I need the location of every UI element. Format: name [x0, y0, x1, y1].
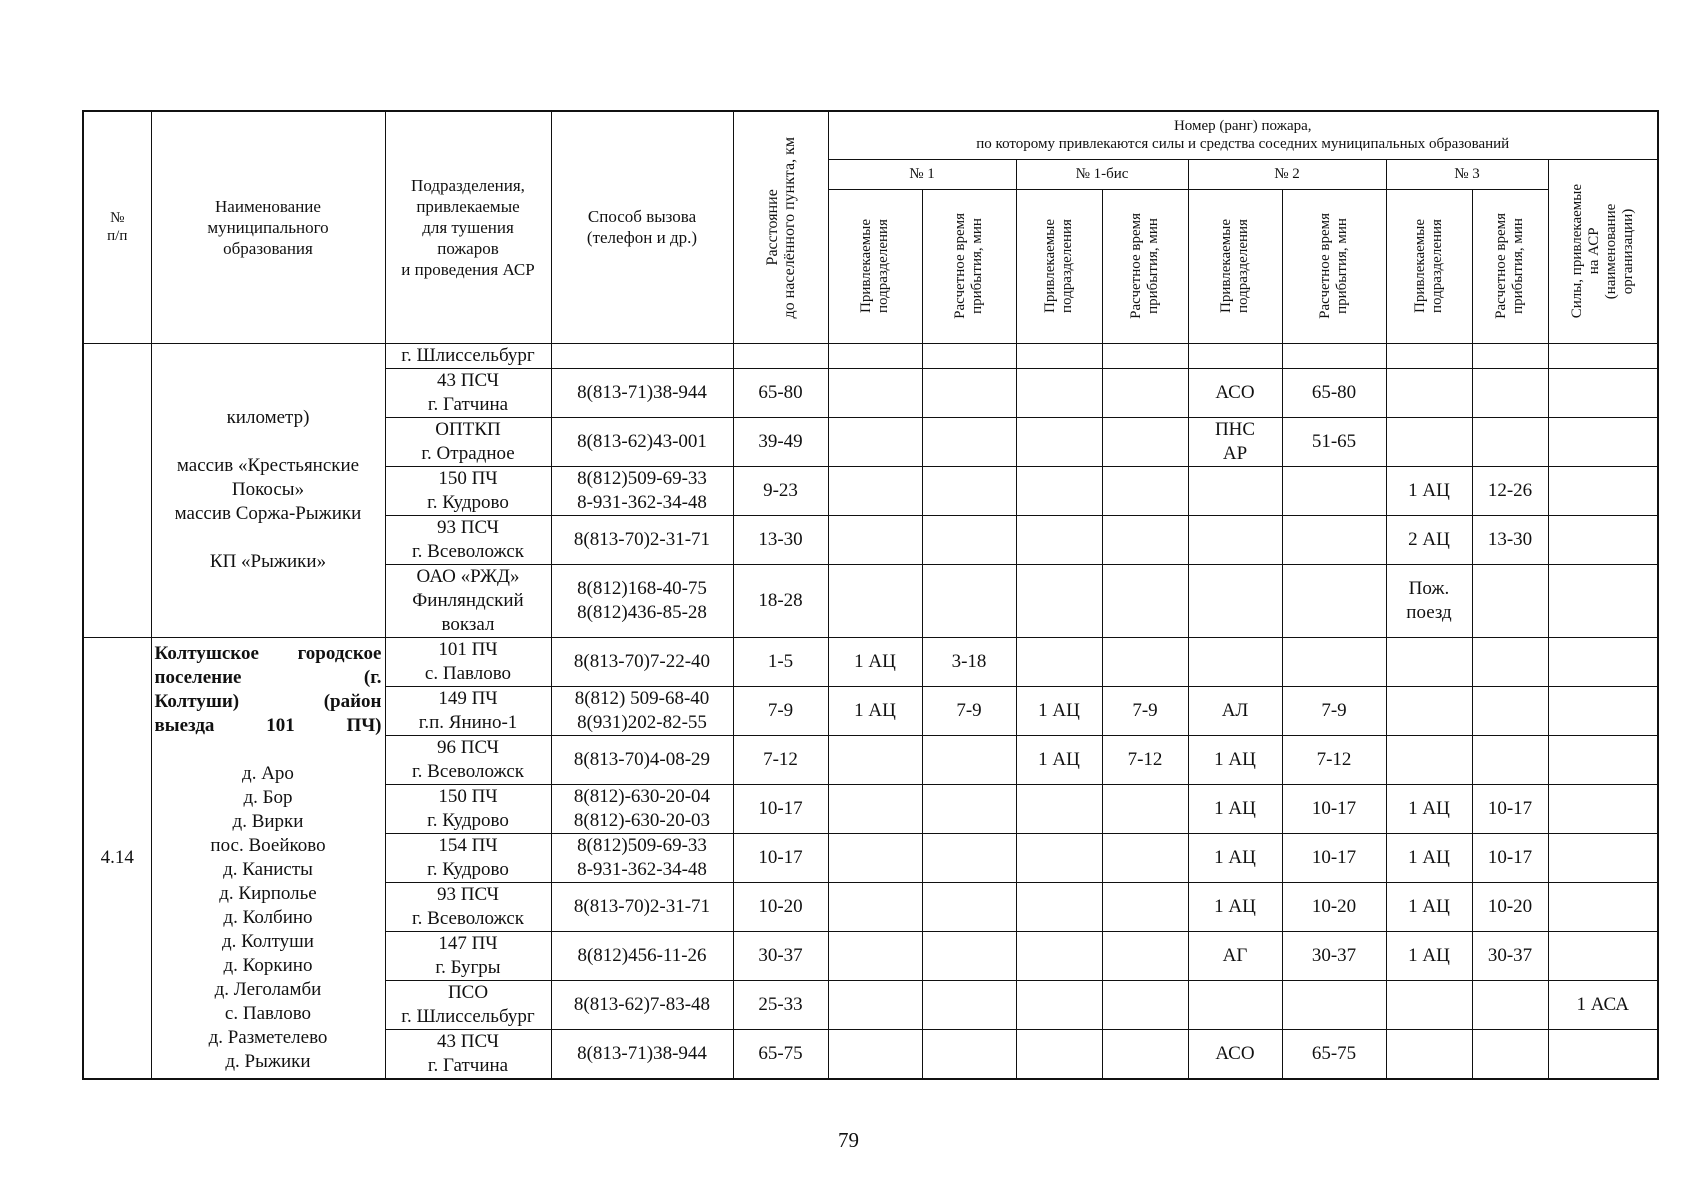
header-r3-units: Привлекаемые подразделения — [1386, 189, 1472, 343]
distance-cell: 25-33 — [733, 980, 828, 1029]
rank1-units-cell — [828, 931, 922, 980]
rank2-units-cell — [1188, 343, 1282, 368]
rank2-units-cell: АСО — [1188, 368, 1282, 417]
rank1bis-time-cell — [1102, 417, 1188, 466]
municipality-line: массив Соржа-Рыжики — [174, 503, 362, 524]
rank1bis-units-cell — [1016, 564, 1102, 637]
header-call-method: Способ вызова (телефон и др.) — [551, 111, 733, 343]
phone-cell: 8(813-70)7-22-40 — [551, 637, 733, 686]
asr-cell — [1548, 637, 1658, 686]
rank1bis-time-cell — [1102, 564, 1188, 637]
rank2-time-cell: 51-65 — [1282, 417, 1386, 466]
header-r1-time: Расчетное время прибытия, мин — [922, 189, 1016, 343]
rank3-units-cell: 1 АЦ — [1386, 931, 1472, 980]
distance-cell: 65-75 — [733, 1029, 828, 1079]
settlement-name: д. Канисты — [223, 858, 313, 880]
rank1-time-cell — [922, 980, 1016, 1029]
rank1-time-cell: 7-9 — [922, 686, 1016, 735]
rank2-units-cell — [1188, 515, 1282, 564]
unit-cell: 149 ПЧ г.п. Янино-1 — [385, 686, 551, 735]
rank1-time-cell — [922, 735, 1016, 784]
header-distance: Расстояние до населённого пункта, км — [733, 111, 828, 343]
rank3-time-cell — [1472, 686, 1548, 735]
municipality-line: километр) — [226, 407, 310, 428]
phone-cell: 8(813-70)2-31-71 — [551, 515, 733, 564]
header-r1b-time: Расчетное время прибытия, мин — [1102, 189, 1188, 343]
settlement-name: д. Коркино — [223, 954, 313, 976]
rank3-time-cell — [1472, 1029, 1548, 1079]
header-r3-time: Расчетное время прибытия, мин — [1472, 189, 1548, 343]
rank1bis-time-cell: 7-9 — [1102, 686, 1188, 735]
rank1bis-units-cell — [1016, 1029, 1102, 1079]
rank2-time-cell — [1282, 564, 1386, 637]
rank3-units-cell — [1386, 1029, 1472, 1079]
rank2-time-cell: 7-12 — [1282, 735, 1386, 784]
rank1bis-units-cell — [1016, 515, 1102, 564]
rank1-time-cell — [922, 368, 1016, 417]
distance-cell: 39-49 — [733, 417, 828, 466]
rank2-units-cell — [1188, 564, 1282, 637]
rank1-units-cell — [828, 343, 922, 368]
document-table-container — [82, 110, 1657, 1080]
phone-cell: 8(813-70)2-31-71 — [551, 882, 733, 931]
rank1-units-cell — [828, 784, 922, 833]
rank2-units-cell: 1 АЦ — [1188, 882, 1282, 931]
rank2-units-cell — [1188, 637, 1282, 686]
rank1bis-units-cell — [1016, 417, 1102, 466]
rank2-time-cell — [1282, 637, 1386, 686]
row-number-cell — [83, 343, 151, 637]
rank1-units-cell — [828, 564, 922, 637]
rank1bis-time-cell — [1102, 637, 1188, 686]
rank3-time-cell: 10-17 — [1472, 833, 1548, 882]
rank1bis-time-cell — [1102, 980, 1188, 1029]
rank3-time-cell — [1472, 417, 1548, 466]
header-mo-name: Наименование муниципального образования — [151, 111, 385, 343]
unit-cell: 150 ПЧ г. Кудрово — [385, 466, 551, 515]
rank1-units-cell — [828, 515, 922, 564]
distance-cell: 65-80 — [733, 368, 828, 417]
asr-cell — [1548, 784, 1658, 833]
rank1-units-cell — [828, 466, 922, 515]
distance-cell: 10-17 — [733, 833, 828, 882]
spacer — [155, 738, 382, 762]
header-rank-2: № 2 — [1188, 159, 1386, 189]
rank1bis-units-cell: 1 АЦ — [1016, 686, 1102, 735]
rank3-units-cell — [1386, 980, 1472, 1029]
settlement-name: д. Колтуши — [222, 930, 314, 952]
rank1-units-cell — [828, 980, 922, 1029]
header-rank-title: Номер (ранг) пожара, по которому привлекаются силы и средства соседних муниципальных образований — [828, 111, 1658, 159]
unit-cell: ОАО «РЖД» Финляндский вокзал — [385, 564, 551, 637]
unit-cell: 43 ПСЧ г. Гатчина — [385, 368, 551, 417]
rank2-time-cell: 10-20 — [1282, 882, 1386, 931]
asr-cell — [1548, 466, 1658, 515]
header-asr-forces: Силы, привлекаемые на АСР (наименование организации) — [1548, 159, 1658, 343]
distance-cell — [733, 343, 828, 368]
rank1-time-cell — [922, 466, 1016, 515]
rank1bis-units-cell: 1 АЦ — [1016, 735, 1102, 784]
rank3-time-cell: 10-20 — [1472, 882, 1548, 931]
rank3-time-cell — [1472, 564, 1548, 637]
rank3-units-cell: 1 АЦ — [1386, 466, 1472, 515]
rank2-units-cell — [1188, 466, 1282, 515]
asr-cell: 1 АСА — [1548, 980, 1658, 1029]
rank1-units-cell — [828, 882, 922, 931]
rank3-units-cell: 2 АЦ — [1386, 515, 1472, 564]
asr-cell — [1548, 882, 1658, 931]
rank1bis-units-cell — [1016, 833, 1102, 882]
rank3-units-cell — [1386, 735, 1472, 784]
rank1-time-cell — [922, 882, 1016, 931]
municipality-line: массив «Крестьянские — [176, 455, 360, 476]
distance-cell: 9-23 — [733, 466, 828, 515]
header-rank-1bis: № 1-бис — [1016, 159, 1188, 189]
unit-cell: 93 ПСЧ г. Всеволожск — [385, 515, 551, 564]
municipality-title-line: Колтуши) (район — [154, 690, 382, 712]
unit-cell: 93 ПСЧ г. Всеволожск — [385, 882, 551, 931]
phone-cell: 8(813-71)38-944 — [551, 368, 733, 417]
rank1-time-cell — [922, 784, 1016, 833]
unit-cell: ПСО г. Шлиссельбург — [385, 980, 551, 1029]
rank3-time-cell — [1472, 735, 1548, 784]
rank1-units-cell — [828, 735, 922, 784]
settlement-name: д. Вирки — [232, 810, 304, 832]
rank2-units-cell: АЛ — [1188, 686, 1282, 735]
phone-cell: 8(812)509-69-33 8-931-362-34-48 — [551, 466, 733, 515]
rank1bis-units-cell — [1016, 637, 1102, 686]
phone-cell: 8(812)168-40-75 8(812)436-85-28 — [551, 564, 733, 637]
header-r2-units: Привлекаемые подразделения — [1188, 189, 1282, 343]
rank3-units-cell — [1386, 368, 1472, 417]
rank1-time-cell — [922, 564, 1016, 637]
rank1-time-cell — [922, 931, 1016, 980]
header-rank-1: № 1 — [828, 159, 1016, 189]
rank2-time-cell: 10-17 — [1282, 833, 1386, 882]
rank3-units-cell — [1386, 417, 1472, 466]
rank1-time-cell: 3-18 — [922, 637, 1016, 686]
rank1-units-cell — [828, 1029, 922, 1079]
municipality-title-line: поселение (г. — [154, 666, 382, 688]
rank3-units-cell: Пож. поезд — [1386, 564, 1472, 637]
rank1-units-cell — [828, 833, 922, 882]
phone-cell — [551, 343, 733, 368]
asr-cell — [1548, 564, 1658, 637]
rank1bis-time-cell — [1102, 1029, 1188, 1079]
rank2-time-cell: 65-75 — [1282, 1029, 1386, 1079]
asr-cell — [1548, 686, 1658, 735]
rank1bis-units-cell — [1016, 931, 1102, 980]
rank3-units-cell — [1386, 686, 1472, 735]
asr-cell — [1548, 735, 1658, 784]
unit-cell: 43 ПСЧ г. Гатчина — [385, 1029, 551, 1079]
asr-cell — [1548, 343, 1658, 368]
rank2-units-cell: АСО — [1188, 1029, 1282, 1079]
rank3-time-cell: 30-37 — [1472, 931, 1548, 980]
rank1-units-cell: 1 АЦ — [828, 637, 922, 686]
rank2-units-cell — [1188, 980, 1282, 1029]
rank3-time-cell: 13-30 — [1472, 515, 1548, 564]
rank2-units-cell: ПНС АР — [1188, 417, 1282, 466]
settlement-name: д. Кирполье — [219, 882, 317, 904]
rank1-time-cell — [922, 1029, 1016, 1079]
rank2-time-cell: 30-37 — [1282, 931, 1386, 980]
rank1bis-time-cell — [1102, 931, 1188, 980]
rank1bis-units-cell — [1016, 980, 1102, 1029]
municipality-line: КП «Рыжики» — [209, 551, 327, 572]
rank1-time-cell — [922, 833, 1016, 882]
rank1-time-cell — [922, 417, 1016, 466]
municipality-line — [155, 430, 382, 454]
asr-cell — [1548, 931, 1658, 980]
distance-cell: 1-5 — [733, 637, 828, 686]
phone-cell: 8(812)456-11-26 — [551, 931, 733, 980]
rank1-units-cell — [828, 417, 922, 466]
rank3-time-cell — [1472, 637, 1548, 686]
rank3-time-cell — [1472, 980, 1548, 1029]
rank3-time-cell — [1472, 343, 1548, 368]
rank2-units-cell: 1 АЦ — [1188, 833, 1282, 882]
rank3-time-cell — [1472, 368, 1548, 417]
row-number-cell: 4.14 — [83, 637, 151, 1079]
header-rank-3: № 3 — [1386, 159, 1548, 189]
rank3-units-cell: 1 АЦ — [1386, 882, 1472, 931]
rank2-time-cell: 7-9 — [1282, 686, 1386, 735]
rank1bis-units-cell — [1016, 784, 1102, 833]
fire-forces-table — [82, 110, 1659, 1080]
distance-cell: 7-9 — [733, 686, 828, 735]
unit-cell: 150 ПЧ г. Кудрово — [385, 784, 551, 833]
asr-cell — [1548, 417, 1658, 466]
municipality-cell — [151, 343, 385, 637]
municipality-line: Покосы» — [231, 479, 305, 500]
distance-cell: 13-30 — [733, 515, 828, 564]
rank2-units-cell: 1 АЦ — [1188, 735, 1282, 784]
header-r1-units: Привлекаемые подразделения — [828, 189, 922, 343]
settlement-name: д. Рыжики — [225, 1050, 311, 1072]
settlement-name: пос. Воейково — [210, 834, 326, 856]
rank3-time-cell: 10-17 — [1472, 784, 1548, 833]
asr-cell — [1548, 1029, 1658, 1079]
rank1bis-time-cell — [1102, 466, 1188, 515]
unit-cell: 96 ПСЧ г. Всеволожск — [385, 735, 551, 784]
rank1-time-cell — [922, 515, 1016, 564]
rank2-time-cell — [1282, 343, 1386, 368]
rank2-units-cell: 1 АЦ — [1188, 784, 1282, 833]
phone-cell: 8(813-62)43-001 — [551, 417, 733, 466]
asr-cell — [1548, 833, 1658, 882]
unit-cell: 147 ПЧ г. Бугры — [385, 931, 551, 980]
distance-cell: 10-17 — [733, 784, 828, 833]
rank1-units-cell: 1 АЦ — [828, 686, 922, 735]
header-r2-time: Расчетное время прибытия, мин — [1282, 189, 1386, 343]
distance-cell: 30-37 — [733, 931, 828, 980]
rank2-time-cell: 65-80 — [1282, 368, 1386, 417]
rank1bis-units-cell — [1016, 466, 1102, 515]
rank1bis-units-cell — [1016, 343, 1102, 368]
rank1bis-time-cell — [1102, 833, 1188, 882]
rank3-time-cell: 12-26 — [1472, 466, 1548, 515]
rank1bis-time-cell: 7-12 — [1102, 735, 1188, 784]
municipality-title-line: Колтушское городское — [154, 642, 382, 664]
rank3-units-cell — [1386, 343, 1472, 368]
rank1bis-units-cell — [1016, 368, 1102, 417]
settlement-name: д. Разметелево — [208, 1026, 328, 1048]
unit-cell: г. Шлиссельбург — [385, 343, 551, 368]
rank2-time-cell — [1282, 515, 1386, 564]
settlement-name: с. Павлово — [224, 1002, 312, 1024]
settlement-name: д. Леголамби — [214, 978, 322, 1000]
phone-cell: 8(812)509-69-33 8-931-362-34-48 — [551, 833, 733, 882]
unit-cell: 154 ПЧ г. Кудрово — [385, 833, 551, 882]
rank2-time-cell: 10-17 — [1282, 784, 1386, 833]
unit-cell: 101 ПЧ с. Павлово — [385, 637, 551, 686]
header-num: № п/п — [83, 111, 151, 343]
settlement-name: д. Бор — [243, 786, 293, 808]
settlement-name: д. Колбино — [223, 906, 313, 928]
rank1bis-time-cell — [1102, 368, 1188, 417]
unit-cell: ОПТКП г. Отрадное — [385, 417, 551, 466]
rank2-units-cell: АГ — [1188, 931, 1282, 980]
rank1bis-time-cell — [1102, 784, 1188, 833]
table-row — [83, 343, 1658, 368]
rank1bis-time-cell — [1102, 882, 1188, 931]
rank1bis-units-cell — [1016, 882, 1102, 931]
rank2-time-cell — [1282, 980, 1386, 1029]
rank3-units-cell: 1 АЦ — [1386, 833, 1472, 882]
phone-cell: 8(812) 509-68-40 8(931)202-82-55 — [551, 686, 733, 735]
header-units: Подразделения, привлекаемые для тушения пожаров и проведения АСР — [385, 111, 551, 343]
phone-cell: 8(813-62)7-83-48 — [551, 980, 733, 1029]
distance-cell: 10-20 — [733, 882, 828, 931]
asr-cell — [1548, 368, 1658, 417]
rank1-units-cell — [828, 368, 922, 417]
municipality-line — [155, 526, 382, 550]
table-row — [83, 637, 1658, 686]
rank1bis-time-cell — [1102, 515, 1188, 564]
phone-cell: 8(813-70)4-08-29 — [551, 735, 733, 784]
rank3-units-cell — [1386, 637, 1472, 686]
asr-cell — [1548, 515, 1658, 564]
header-r1b-units: Привлекаемые подразделения — [1016, 189, 1102, 343]
municipality-cell — [151, 637, 385, 1079]
settlement-name: д. Аро — [242, 762, 294, 784]
distance-cell: 18-28 — [733, 564, 828, 637]
distance-cell: 7-12 — [733, 735, 828, 784]
page-number: 79 — [838, 1128, 859, 1152]
rank1bis-time-cell — [1102, 343, 1188, 368]
rank2-time-cell — [1282, 466, 1386, 515]
municipality-title-line: выезда 101 ПЧ) — [154, 714, 382, 736]
rank1-time-cell — [922, 343, 1016, 368]
phone-cell: 8(813-71)38-944 — [551, 1029, 733, 1079]
phone-cell: 8(812)-630-20-04 8(812)-630-20-03 — [551, 784, 733, 833]
rank3-units-cell: 1 АЦ — [1386, 784, 1472, 833]
